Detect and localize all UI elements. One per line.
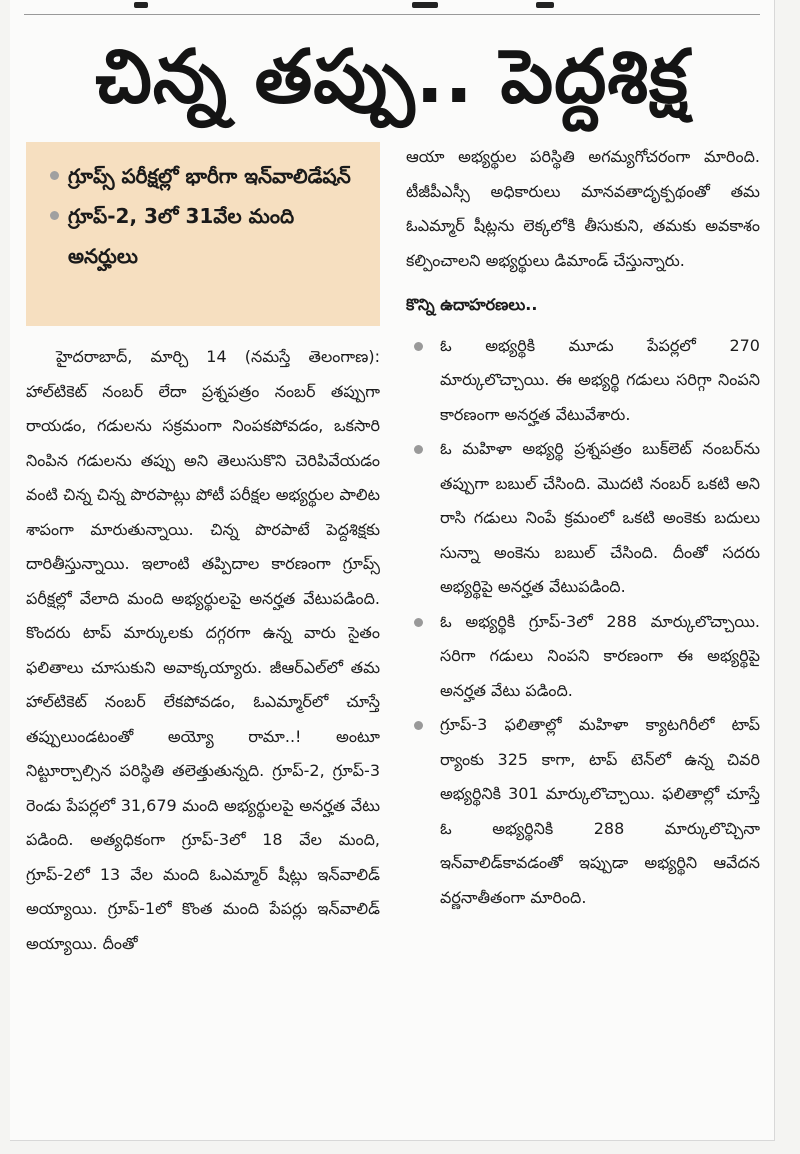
- masthead-fragment: [134, 2, 148, 8]
- example-item: [406, 708, 760, 915]
- body-paragraph-continued: ఆయా అభ్యర్థుల పరిస్థితి అగమ్యగోచరంగా మారింది. టీజీపీఎస్సీ అధికారులు మానవతాదృక్పథంతో తమ ఓఎమ్మార్ షీట్లను లెక్కలోకి తీసుకుని, తమకు అవకాశం కల్పించాలని అభ్యర్థులు డిమాండ్ చేస్తున్నారు.: [406, 147, 760, 270]
- bullet-dot-icon: [50, 171, 59, 180]
- newspaper-clipping: [10, 0, 775, 1141]
- bullet-dot-icon: [414, 445, 423, 454]
- example-text: గ్రూప్-3 ఫలితాల్లో మహిళా క్యాటగిరీలో టాప్ ర్యాంకు 325 కాగా, టాప్ టెన్‌లో ఉన్న చివరి అభ్యర్థినికి 301 మార్కులొచ్చాయి. ఫలితాల్లో చూస్తే ఓ అభ్యర్థినికి 288 మార్కులొచ్చినా ఇన్‌వాలిడ్‌కావడంతో ఇప్పుడా అభ్యర్థిని ఆవేదన వర్ణనాతీతంగా మారింది.: [440, 715, 760, 907]
- examples-list: [406, 329, 760, 916]
- highlight-item: [48, 156, 368, 196]
- bullet-dot-icon: [414, 342, 423, 351]
- highlight-box: [26, 142, 380, 326]
- example-item: [406, 605, 760, 709]
- highlight-item: [48, 196, 368, 276]
- examples-subhead: కొన్ని ఉదాహరణలు..: [406, 295, 538, 314]
- left-column: [26, 340, 380, 961]
- highlight-text: గ్రూప్-2, 3లో 31వేల మంది అనర్హులు: [68, 204, 295, 268]
- example-text: ఓ మహిళా అభ్యర్థి ప్రశ్నపత్రం బుక్‌లెట్ నంబర్‌ను తప్పుగా బబుల్ చేసింది. మొదటి నంబర్ ఒకటి అని రాసి గడులు నింపే క్రమంలో ఒకటి అంకెకు బదులు సున్నా అంకెను బబుల్ చేసింది. దీంతో సదరు అభ్యర్థిపై అనర్హత వేటుపడింది.: [440, 439, 760, 596]
- right-column: [406, 140, 760, 915]
- example-item: [406, 432, 760, 605]
- bullet-dot-icon: [50, 211, 59, 220]
- highlight-text: గ్రూప్స్ పరీక్షల్లో భారీగా ఇన్‌వాలిడేషన్: [68, 164, 351, 188]
- example-item: [406, 329, 760, 433]
- masthead-fragment: [536, 2, 554, 8]
- masthead-fragment: [412, 2, 438, 8]
- headline: చిన్న తప్పు.. పెద్దశిక్ష: [95, 34, 689, 120]
- example-text: ఓ అభ్యర్థికి మూడు పేపర్లలో 270 మార్కులొచ్చాయి. ఈ అభ్యర్థి గడులు సరిగ్గా నింపని కారణంగా అనర్హత వేటువేశారు.: [440, 335, 760, 424]
- body-paragraph: హైదరాబాద్, మార్చి 14 (నమస్తే తెలంగాణ): హాల్‌టికెట్ నంబర్ లేదా ప్రశ్నపత్రం నంబర్ తప్పుగా రాయడం, గడులను సక్రమంగా నింపకపోవడం, ఒకసారి నింపిన గడులను తప్పు అని తెలుసుకొని చెరిపివేయడం వంటి చిన్న చిన్న పొరపాట్లు పోటీ పరీక్షల అభ్యర్థుల పాలిట శాపంగా మారుతున్నాయి. చిన్న పొరపాటే పెద్దశిక్షకు దారితీస్తున్నాయి. ఇలాంటి తప్పిదాల కారణంగా గ్రూప్స్ పరీక్షల్లో వేలాది మంది అభ్యర్థులపై అనర్హత వేటుపడింది. కొందరు టాప్ మార్కులకు దగ్గరగా ఉన్న వారు సైతం ఫలితాలు చూసుకుని అవాక్కయ్యారు. జీఆర్‌ఎల్‌లో తమ హాల్‌టికెట్ నంబర్ లేకపోవడం, ఓఎమ్మార్‌లో చూస్తే తప్పులుండటంతో అయ్యో రామా..! అంటూ నిట్టూర్చాల్సిన పరిస్థితి తలెత్తుతున్నది. గ్రూప్-2, గ్రూప్-3 రెండు పేపర్లలో 31,679 మంది అభ్యర్థులపై అనర్హత వేటు పడింది. అత్యధికంగా గ్రూప్-3లో 18 వేల మంది, గ్రూప్-2లో 13 వేల మంది ఓఎమ్మార్ షీట్లు ఇన్‌వాలిడ్ అయ్యాయి. గ్రూప్-1లో కొంత మంది పేపర్లు ఇన్‌వాలిడ్ అయ్యాయి. దీంతో: [26, 347, 380, 953]
- example-text: ఓ అభ్యర్థికి గ్రూప్-3లో 288 మార్కులొచ్చాయి. సరిగా గడులు నింపని కారణంగా ఈ అభ్యర్థిపై అనర్హత వేటు పడింది.: [440, 611, 760, 700]
- top-rule: [24, 14, 760, 15]
- bullet-dot-icon: [414, 721, 423, 730]
- top-masthead-strip: [24, 0, 760, 16]
- bullet-dot-icon: [414, 618, 423, 627]
